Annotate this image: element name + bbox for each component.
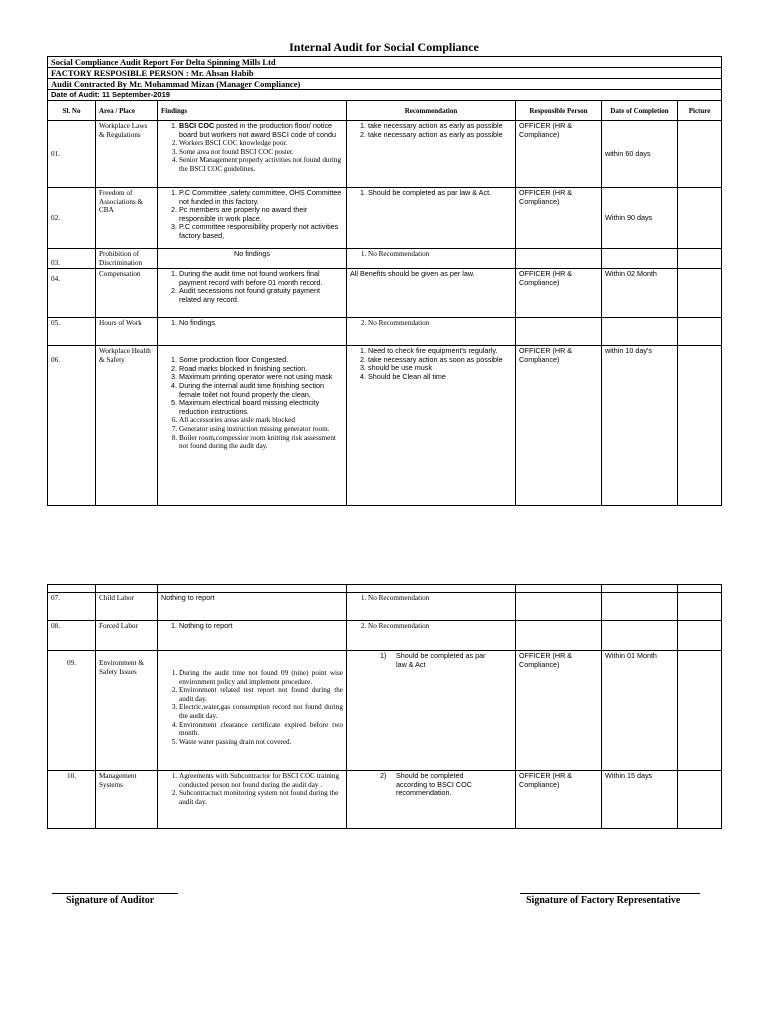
date-of-completion: within 10 day's [602, 346, 678, 506]
recommendation-number: 1) [380, 651, 387, 660]
picture-cell [678, 188, 722, 249]
responsible-person: OFFICER (HR & Compliance) [516, 121, 602, 188]
area-place: Freedom of Associations & CBA [96, 188, 158, 249]
sl-no: 01. [48, 121, 96, 188]
responsible-person: OFFICER (HR & Compliance) [516, 771, 602, 829]
findings-cell [158, 269, 347, 318]
col-date-of-completion: Date of Completion [602, 101, 678, 121]
blank-cell [602, 585, 678, 593]
findings-cell: Nothing to report [158, 593, 347, 621]
recommendation-item [350, 772, 512, 798]
date-of-completion [602, 318, 678, 346]
factory-signature-label: Signature of Factory Representative [526, 895, 681, 906]
responsible-person [516, 318, 602, 346]
table-row [48, 121, 722, 188]
findings-cell [158, 771, 347, 829]
blank-cell [158, 585, 347, 593]
document-title: Internal Audit for Social Compliance [289, 40, 479, 54]
area-place: Child Labor [96, 593, 158, 621]
contracted-by-row [48, 79, 722, 90]
audit-table-page-2 [47, 584, 722, 829]
factory-responsible-person: FACTORY RESPOSIBLE PERSON : Mr. Ahsan Habib [48, 68, 722, 79]
finding-item: 2. Road marks blocked in finishing section. [179, 365, 343, 374]
finding-item: 1. P.C Committee ,safety committee, OHS Committee not funded in this factory. [179, 189, 343, 206]
findings-cell [158, 346, 347, 506]
responsible-person: OFFICER (HR & Compliance) [516, 346, 602, 506]
table-row [48, 249, 722, 269]
blank-cell [48, 585, 96, 593]
finding-item: 8. Boiler room,compessior room knitting risk assessment not found during the audit day. [179, 434, 343, 451]
findings-cell [158, 121, 347, 188]
recommendation-item: 1. take necessary action as early as possible [368, 122, 512, 131]
recommendation-number: 2) [380, 771, 387, 780]
picture-cell [678, 269, 722, 318]
recommendation-text: Should be completed as par law & Act [396, 651, 486, 669]
recommendation-cell [347, 249, 516, 269]
report-title-row [48, 57, 722, 68]
blank-row [48, 585, 722, 593]
area-place: Management Systems [96, 771, 158, 829]
col-findings: Findings [158, 101, 347, 121]
report-title: Social Compliance Audit Report For Delta Spinning Mills Ltd [48, 57, 722, 68]
findings-cell [158, 188, 347, 249]
sl-no: 02. [48, 188, 96, 249]
recommendation-text: Should be completed according to BSCI COC recommendation. [396, 771, 472, 798]
column-header-row [48, 101, 722, 121]
finding-item: 5. Waste water passing drain not covered. [179, 738, 343, 747]
audit-date: Date of Audit: 11 September-2019 [48, 90, 722, 101]
blank-cell [347, 585, 516, 593]
recommendation-item: 4. Should be Clean all time [368, 373, 512, 382]
finding-item: 3. P.C committee responsibility properly not activities factory based, [179, 223, 343, 240]
finding-item: 3. Maximum printing operator were not using mask [179, 373, 343, 382]
recommendation-cell [347, 593, 516, 621]
recommendation-item: 1. Should be completed as par law & Act. [368, 189, 512, 198]
recommendation-cell [347, 188, 516, 249]
finding-item: 2. Pc members are properly no award their responsible in work place. [179, 206, 343, 223]
recommendation-cell [347, 121, 516, 188]
area-place: Forced Labor [96, 621, 158, 651]
picture-cell [678, 121, 722, 188]
recommendation-item: 2. No Recommendation [368, 622, 512, 631]
sl-no: 08. [48, 621, 96, 651]
recommendation-cell: All Benefits should be given as per law. [347, 269, 516, 318]
finding-item: 1. During the audit time not found 09 (nine) point wise environment policy and implement procedure. [179, 669, 343, 686]
area-place: Workplace Health & Safety [96, 346, 158, 506]
area-place: Hours of Work [96, 318, 158, 346]
finding-item: 1. Nothing to report [179, 622, 343, 631]
col-picture: Picture [678, 101, 722, 121]
picture-cell [678, 593, 722, 621]
finding-item: 2. Workers BSCI COC knowledge poor. [179, 139, 343, 148]
responsible-person [516, 593, 602, 621]
auditor-signature-label: Signature of Auditor [66, 895, 155, 906]
responsible-person: OFFICER (HR & Compliance) [516, 269, 602, 318]
date-of-completion: Within 90 days [602, 188, 678, 249]
finding-item: 1. Agreements with Subcontractor for BSCI COC training conducted person not found during the audit day . [179, 772, 343, 789]
table-row [48, 771, 722, 829]
table-row [48, 318, 722, 346]
finding-item: 2. Environment related test report not found during the audit day. [179, 686, 343, 703]
picture-cell [678, 249, 722, 269]
col-area: Area / Place [96, 101, 158, 121]
date-of-completion [602, 593, 678, 621]
finding-item: 5. Maximum electrical board missing electricity reduction instructions. [179, 399, 343, 416]
audit-date-row [48, 90, 722, 101]
finding-item: 4. During the internal audit time finishing section female toilet not found properly the clean, [179, 382, 343, 399]
recommendation-cell [347, 771, 516, 829]
blank-cell [678, 585, 722, 593]
picture-cell [678, 621, 722, 651]
responsible-person: OFFICER (HR & Compliance) [516, 651, 602, 771]
area-place: Environment & Safety Issues [96, 651, 158, 771]
sl-no: 04. [48, 269, 96, 318]
finding-item: 1. No findings [179, 319, 343, 328]
date-of-completion: within 60 days [602, 121, 678, 188]
finding-item: 3. Some area not found BSCI COC poster. [179, 148, 343, 157]
findings-cell: No findings [158, 249, 347, 269]
audit-contracted-by: Audit Contracted By Mr. Mohammad Mizan (Manager Compliance) [48, 79, 722, 90]
factory-signature-line [520, 893, 700, 894]
recommendation-item: 1. No Recommendation [368, 594, 512, 603]
sl-no: 06. [48, 346, 96, 506]
finding-item [179, 122, 343, 139]
finding-item: 4. Senior Management properly activities not found during the BSCI COC guidelines. [179, 156, 343, 173]
recommendation-cell [347, 318, 516, 346]
finding-item: 2. Audit secessions not found gratuity payment related any record. [179, 287, 343, 304]
date-of-completion: Within 01 Month [602, 651, 678, 771]
recommendation-item: 2. No Recommendation [368, 319, 512, 328]
table-row [48, 269, 722, 318]
table-row [48, 188, 722, 249]
finding-item: 7. Generator using instruction missing generator room. [179, 425, 343, 434]
finding-item: 6. All accessories areas aisle mark blocked [179, 416, 343, 425]
findings-cell [158, 651, 347, 771]
finding-text-rest: posted in the production floor/ notice board but workers not award BSCI code of condu [179, 121, 337, 139]
table-row [48, 346, 722, 506]
responsible-person [516, 621, 602, 651]
col-responsible-person: Responsible Person [516, 101, 602, 121]
blank-cell [96, 585, 158, 593]
recommendation-cell [347, 621, 516, 651]
recommendation-item: 2. take necessary action as soon as possible [368, 356, 512, 365]
responsible-person-row [48, 68, 722, 79]
sl-no: 05. [48, 318, 96, 346]
picture-cell [678, 346, 722, 506]
finding-item: 3. Electric,water,gas consumption record not found during the audit day. [179, 703, 343, 720]
responsible-person [516, 249, 602, 269]
findings-cell [158, 318, 347, 346]
finding-item: 1. Some production floor Congested. [179, 356, 343, 365]
finding-item: 2. Subcontractuct monitoring system not found during the audit day. [179, 789, 343, 806]
recommendation-item [350, 652, 512, 669]
picture-cell [678, 651, 722, 771]
area-place: Prohibition of Discrimination [96, 249, 158, 269]
date-of-completion [602, 621, 678, 651]
findings-cell [158, 621, 347, 651]
area-place: Workplace Laws & Regulations [96, 121, 158, 188]
bsci-coc-emphasis: BSCI COC [179, 121, 215, 130]
recommendation-item: 1. Need to check fire equipment's regularly. [368, 347, 512, 356]
picture-cell [678, 318, 722, 346]
finding-item: 1. During the audit time not found workers final payment record with before 01 month record. [179, 270, 343, 287]
area-place: Compensation [96, 269, 158, 318]
picture-cell [678, 771, 722, 829]
blank-cell [516, 585, 602, 593]
date-of-completion: Within 02 Month [602, 269, 678, 318]
sl-no: 03. [48, 249, 96, 269]
responsible-person: OFFICER (HR & Compliance) [516, 188, 602, 249]
sl-no: 09. [48, 651, 96, 771]
finding-item: 4. Environment clearance certificate expired before two month. [179, 721, 343, 738]
sl-no: 07. [48, 593, 96, 621]
col-sl-no: Sl. No [48, 101, 96, 121]
date-of-completion [602, 249, 678, 269]
audit-table-page-1 [47, 56, 722, 506]
auditor-signature-line [52, 893, 178, 894]
date-of-completion: Within 15 days [602, 771, 678, 829]
recommendation-item: 3. should be use musk [368, 364, 512, 373]
recommendation-cell [347, 346, 516, 506]
table-row [48, 651, 722, 771]
recommendation-item: 1. No Recommendation [368, 250, 512, 259]
recommendation-cell [347, 651, 516, 771]
col-recommendation: Recommendation [347, 101, 516, 121]
table-row [48, 593, 722, 621]
table-row [48, 621, 722, 651]
recommendation-item: 2. take necessary action as early as possible [368, 131, 512, 140]
sl-no: 10. [48, 771, 96, 829]
